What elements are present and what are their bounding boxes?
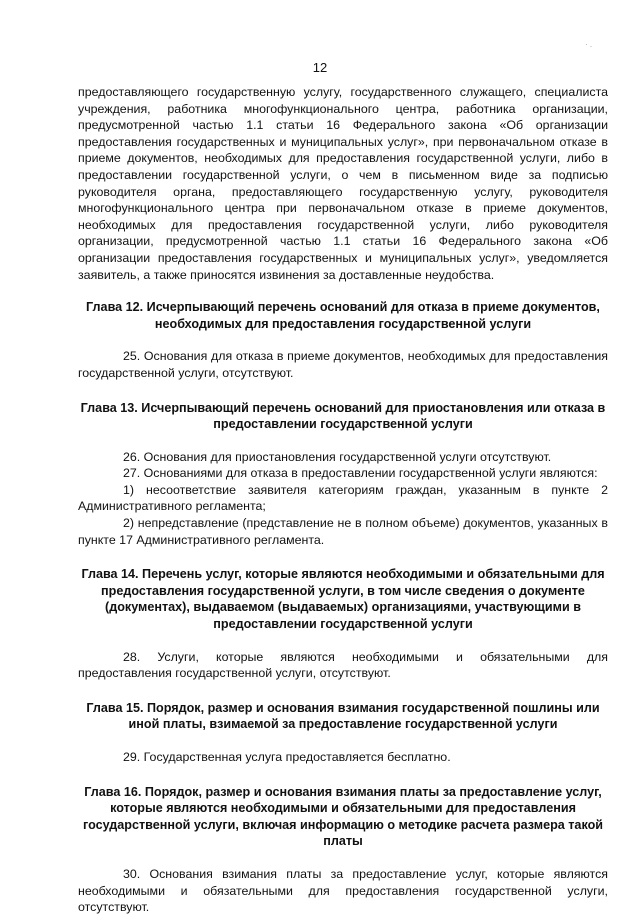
paragraph-26: 26. Основания для приостановления государственной услуги отсутствуют. bbox=[123, 449, 552, 464]
paragraph-28: 28. Услуги, которые являются необходимыми и обязательными для предоставления государственной услуги, отсутствуют. bbox=[78, 649, 608, 681]
chapter-14 bbox=[78, 566, 608, 682]
document-body bbox=[78, 84, 608, 916]
paragraph-25: 25. Основания для отказа в приеме документов, необходимых для предоставления государственной услуги, отсутствуют. bbox=[78, 349, 608, 380]
chapter-heading: Глава 13. Исчерпывающий перечень оснований для приостановления или отказа в предоставлении государственной услуги bbox=[80, 400, 606, 432]
chapter-heading: Глава 15. Порядок, размер и основания взимания государственной пошлины или иной платы, взимаемой за предоставление государственной услуги bbox=[86, 700, 600, 732]
chapter-heading: Глава 16. Порядок, размер и основания взимания платы за предоставление услуг, которые являются необходимыми и обязательными для предоставления государственной услуги, включая информацию о методике расчета размера такой платы bbox=[82, 784, 604, 849]
paragraph-30: 30. Основания взимания платы за предоставление услуг, которые являются необходимыми и обязательными для предоставления государственной услуги, отсутствуют. bbox=[78, 866, 608, 915]
list-item-2: 2) непредставление (представление не в полном объеме) документов, указанных в пункте 17 Административного регламента. bbox=[78, 516, 608, 547]
paragraph-27: 27. Основаниями для отказа в предоставлении государственной услуги являются: bbox=[123, 466, 598, 481]
chapter-heading: Глава 14. Перечень услуг, которые являются необходимыми и обязательными для предоставления государственной услуги, в том числе сведения о документе (документах), выдаваемом (выдаваемых) организациями, участвующими в предоставлении государственной услуги bbox=[81, 567, 605, 632]
paragraph-29: 29. Государственная услуга предоставляется бесплатно. bbox=[123, 750, 451, 764]
chapter-13 bbox=[78, 400, 608, 549]
chapter-16 bbox=[78, 784, 608, 916]
chapter-15 bbox=[78, 700, 608, 766]
intro-paragraph: предоставляющего государственную услугу, государственного служащего, специалиста учреждения, работника многофункционального центра, работника организации, предусмотренной частью 1.1 статьи 16 Федерального закона «Об организации предоставления государственных и муниципальных услуг», при первоначальном отказе в приеме документов, необходимых для предоставления государственной услуги, либо в предоставлении государственной услуги, о чем в письменном виде за подписью руководителя органа, предоставляющего государственную услугу, руководителя многофункционального центра при первоначальном отказе в приеме документов, необходимых для предоставления государственной услуги, либо руководителя организации, предусмотренной частью 1.1 статьи 16 Федерального закона «Об организации предоставления государственных и муниципальных услуг», уведомляется заявитель, а также приносятся извинения за доставленные неудобства. bbox=[78, 85, 608, 282]
chapter-heading: Глава 12. Исчерпывающий перечень оснований для отказа в приеме документов, необходимых для предоставления государственной услуги bbox=[86, 300, 600, 331]
page-number: 12 bbox=[312, 60, 328, 75]
scan-mark: · . bbox=[585, 40, 593, 49]
chapter-12 bbox=[78, 299, 608, 381]
list-item-1: 1) несоответствие заявителя категориям граждан, указанным в пункте 2 Административного регламента; bbox=[78, 482, 608, 514]
